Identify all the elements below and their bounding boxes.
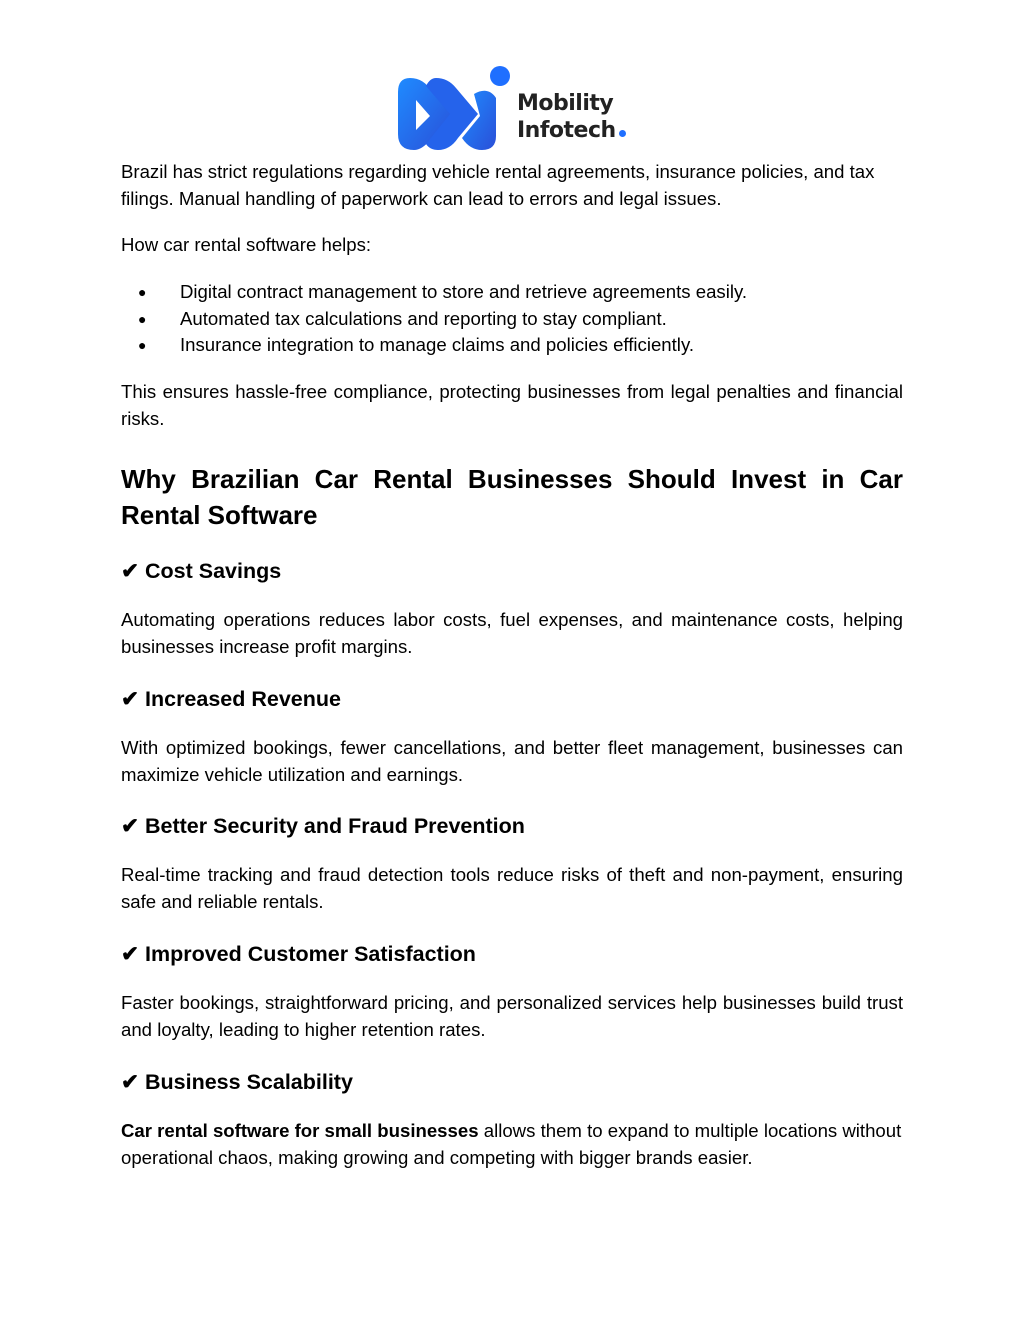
logo-wordmark: [517, 90, 626, 144]
logo-line2: Infotech: [517, 118, 616, 143]
security-paragraph: Real-time tracking and fraud detection tools reduce risks of theft and non-payment, ensuring safe and reliable rentals.: [121, 864, 903, 912]
subheading-cost-savings: ✔ Cost Savings: [121, 559, 282, 583]
bullet-icon: ●: [138, 337, 147, 353]
bullet-icon: ●: [138, 284, 147, 300]
check-icon: ✔: [121, 1070, 140, 1094]
scalability-bold-phrase: Car rental software for small businesses: [121, 1120, 479, 1141]
logo-mark-icon: [396, 64, 516, 154]
helps-list: [121, 279, 903, 359]
intro-paragraph-2: How car rental software helps:: [121, 234, 372, 255]
logo-dot-icon: [619, 130, 626, 137]
bullet-icon: ●: [138, 310, 147, 327]
list-item: ● Automated tax calculations and reporting to stay compliant.: [121, 306, 903, 333]
increased-revenue-paragraph: With optimized bookings, fewer cancellations, and better fleet management, businesses can maximize vehicle utilization and earnings.: [121, 737, 903, 785]
check-icon: ✔: [121, 814, 140, 838]
subheading-scalability: ✔ Business Scalability: [121, 1070, 353, 1094]
subheading-security: ✔ Better Security and Fraud Prevention: [121, 814, 525, 838]
check-icon: ✔: [121, 687, 140, 711]
customer-satisfaction-paragraph: Faster bookings, straightforward pricing, and personalized services help businesses build trust and loyalty, leading to higher retention rates.: [121, 992, 903, 1040]
section-heading: Why Brazilian Car Rental Businesses Should Invest in Car Rental Software: [121, 464, 903, 530]
company-logo: [396, 64, 636, 154]
check-icon: ✔: [121, 559, 140, 583]
subheading-increased-revenue: ✔ Increased Revenue: [121, 687, 341, 711]
logo-line1: Mobility: [517, 91, 614, 116]
scalability-paragraph: Car rental software for small businesses allows them to expand to multiple locations without operational chaos, making growing and competing with bigger brands easier.: [121, 1120, 902, 1168]
list-item: ● Insurance integration to manage claims and policies efficiently.: [121, 332, 903, 359]
cost-savings-paragraph: Automating operations reduces labor costs, fuel expenses, and maintenance costs, helping businesses increase profit margins.: [121, 609, 903, 657]
list-item: ● Digital contract management to store and retrieve agreements easily.: [121, 279, 903, 306]
subheading-customer-satisfaction: ✔ Improved Customer Satisfaction: [121, 942, 476, 966]
intro-paragraph-3: This ensures hassle-free compliance, protecting businesses from legal penalties and financial risks.: [121, 381, 903, 429]
check-icon: ✔: [121, 942, 140, 966]
intro-paragraph-1: Brazil has strict regulations regarding vehicle rental agreements, insurance policies, and tax filings. Manual handling of paperwork can lead to errors and legal issues.: [121, 161, 875, 209]
